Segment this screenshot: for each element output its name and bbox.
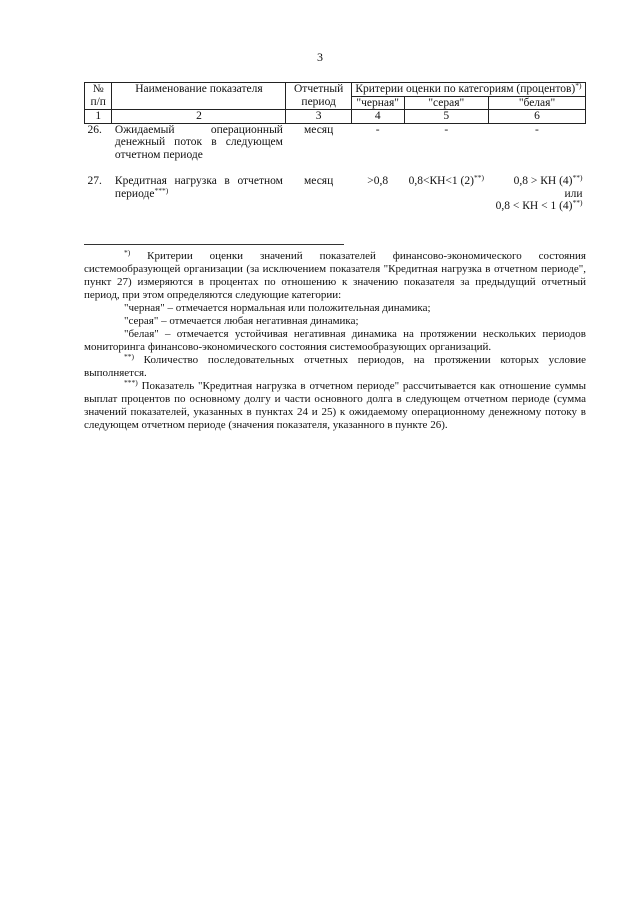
column-number: 5	[404, 110, 488, 124]
row-name-text: Кредитная нагрузка в отчетном периоде	[114, 175, 283, 200]
category-black-definition: "черная" – отмечается нормальная или положительная динамика;	[124, 302, 431, 314]
row-white-text: -	[535, 123, 539, 136]
header-grey: "серая"	[404, 96, 488, 110]
footnote-mark: **)	[124, 352, 134, 361]
row-black: -	[375, 123, 380, 136]
footnotes	[84, 250, 586, 432]
header-white: "белая"	[488, 96, 585, 110]
column-number: 6	[488, 110, 585, 124]
category-grey-definition: "серая" – отмечается любая негативная динамика;	[124, 315, 359, 327]
column-number: 4	[351, 110, 404, 124]
header-criteria-text: Критерии оценки по категориям (процентов)	[355, 83, 576, 95]
footnote-ref: **)	[572, 198, 583, 207]
footnote-3	[84, 380, 586, 432]
header-period: Отчетный период	[286, 83, 351, 110]
row-name	[112, 175, 286, 213]
header-black: "черная"	[351, 96, 404, 110]
row-grey	[404, 175, 488, 213]
footnote-ref: **)	[473, 173, 484, 182]
row-name-text: Ожидаемый операционный денежный поток в следующем отчетном периоде	[114, 123, 283, 161]
row-num: 26.	[87, 123, 102, 136]
footnote-mark: *)	[124, 248, 131, 257]
row-period: месяц	[304, 175, 334, 187]
footnote-1-text: Критерии оценки значений показателей финансово-экономического состояния системообразующей организации (за исключением показателя "Кредитная нагрузка в отчетном периоде", пункт 27) измеряются в процентах по отношению к значению показателя за предыдущий отчетный период, при этом определяются следующие категории:	[84, 250, 586, 301]
header-name: Наименование показателя	[112, 83, 286, 110]
category-white-definition: "белая" – отмечается устойчивая негативная динамика на протяжении нескольких периодов мониторинга финансово-экономического состояния системообразующих организаций.	[84, 328, 586, 353]
header-num: № п/п	[85, 83, 112, 110]
column-number: 3	[286, 110, 351, 124]
criteria-table	[84, 82, 586, 213]
column-number: 2	[112, 110, 286, 124]
footnote-divider	[84, 244, 344, 245]
column-numbers-row	[85, 110, 586, 124]
row-white	[488, 175, 585, 213]
row-num: 27.	[87, 175, 102, 187]
row-white-text: 0,8 < КН < 1 (4)	[495, 200, 573, 212]
table-row	[85, 175, 586, 213]
row-white-or: или	[564, 187, 583, 200]
row-period: месяц	[304, 123, 334, 136]
footnote-mark: ***)	[124, 378, 138, 387]
footnote-2	[84, 354, 586, 380]
footnote-ref: **)	[572, 173, 583, 182]
row-white	[488, 123, 585, 175]
column-number: 1	[85, 110, 112, 124]
row-white-text: 0,8 > КН (4)	[513, 175, 573, 187]
table-row	[85, 123, 586, 175]
row-grey-text: -	[444, 123, 449, 136]
footnote-3-text: Показатель "Кредитная нагрузка в отчетном периоде" рассчитывается как отношение суммы выплат процентов по основному долгу и части основного долга в следующем отчетном периоде (сумма значений показателей, указанных в пунктах 24 и 25) к ожидаемому операционному денежному потоку в следующем отчетном периоде (значения показателя, указанного в пункте 26).	[84, 380, 587, 431]
row-black: >0,8	[367, 175, 389, 187]
page-number: 3	[317, 50, 323, 64]
footnote-2-text: Количество последовательных отчетных периодов, на протяжении которых условие выполняется.	[84, 354, 586, 379]
row-grey	[404, 123, 488, 175]
footnote-ref: ***)	[154, 185, 169, 195]
row-name	[112, 123, 286, 175]
header-criteria	[351, 83, 585, 97]
row-grey-text: 0,8<КН<1 (2)	[408, 175, 474, 187]
footnote-ref: *)	[575, 81, 582, 90]
footnote-1	[84, 250, 586, 302]
